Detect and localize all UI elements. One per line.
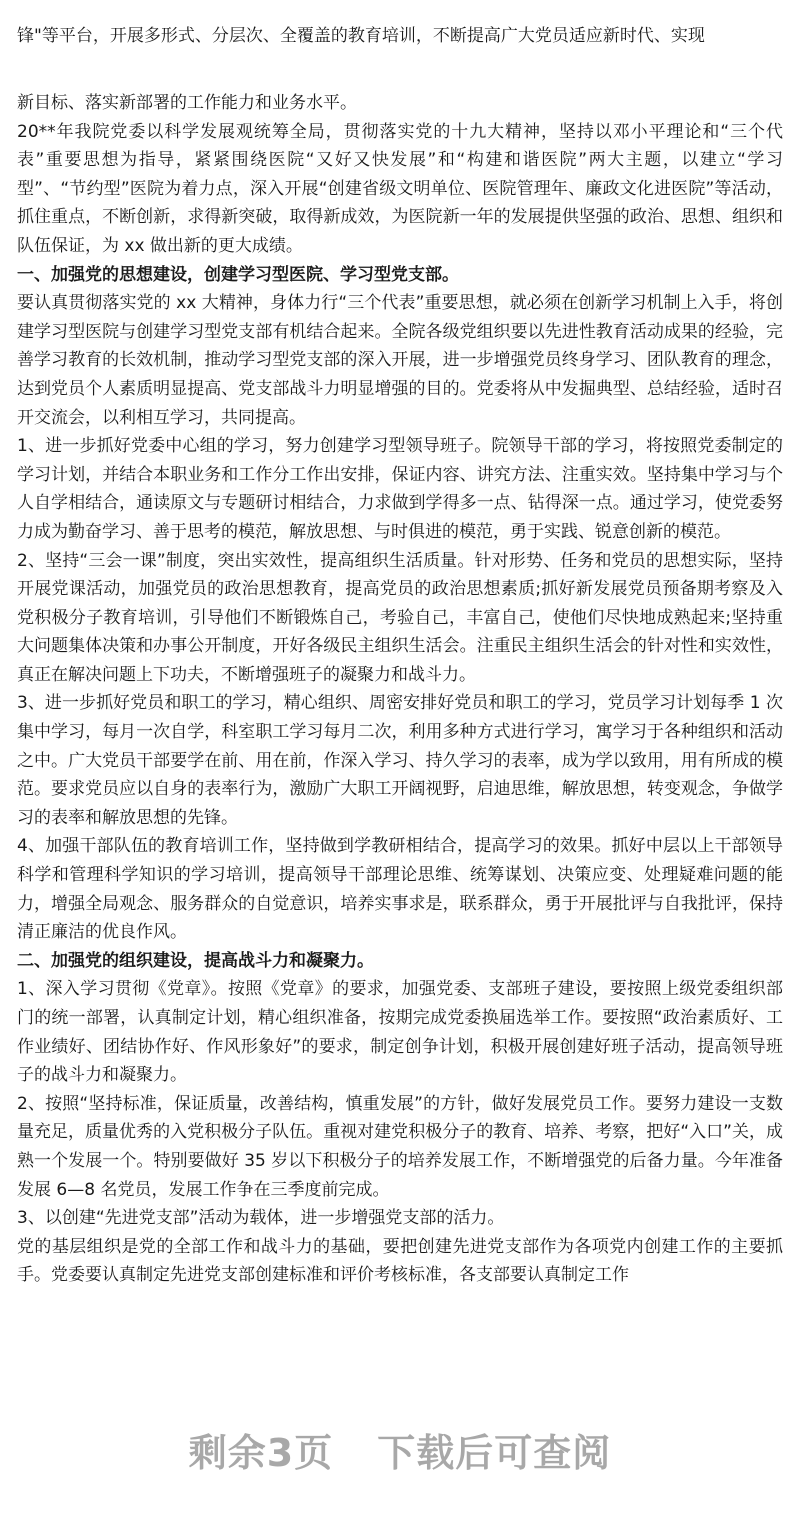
paragraph: 要认真贯彻落实党的 xx 大精神，身体力行“三个代表”重要思想，就必须在创新学习机制上入手，将创建学习型医院与创建学习型党支部有机结合起来。全院各级党组织要以先进性教育活动成果的经验，完善学习教育的长效机制，推动学习型党支部的深入开展，进一步增强党员终身学习、团队教育的理念，达到党员个人素质明显提高、党支部战斗力明显增强的目的。党委将从中发掘典型、总结经验，适时召开交流会，以利相互学习，共同提高。 [17, 293, 783, 428]
download-to-view-label[interactable]: 下载后可查阅 [377, 1431, 612, 1475]
paragraph: 党的基层组织是党的全部工作和战斗力的基础，要把创建先进党支部作为各项党内创建工作的主要抓手。党委要认真制定先进党支部创建标准和评价考核标准，各支部要认真制定工作 [17, 1236, 783, 1286]
download-prompt[interactable] [0, 1422, 800, 1477]
paragraph: 3、进一步抓好党员和职工的学习，精心组织、周密安排好党员和职工的学习，党员学习计划每季 1 次集中学习，每月一次自学，科室职工学习每月二次，利用多种方式进行学习，寓学习于各种组织和活动之中。广大党员干部要学在前、用在前，作深入学习、持久学习的表率，成为学以致用，用有所成的模范。要求党员应以自身的表率行为，激励广大职工开阔视野，启迪思维，解放思想，转变观念，争做学习的表率和解放思想的先锋。 [17, 693, 783, 828]
paragraph: 4、加强干部队伍的教育培训工作，坚持做到学教研相结合，提高学习的效果。抓好中层以上干部领导科学和管理科学知识的学习培训，提高领导干部理论思维、统筹谋划、决策应变、处理疑难问题的能力，增强全局观念、服务群众的自觉意识，培养实事求是，联系群众，勇于开展批评与自我批评，保持清正廉洁的优良作风。 [17, 836, 783, 943]
document-body [17, 89, 783, 1290]
paragraph: 2、坚持“三会一课”制度，突出实效性，提高组织生活质量。针对形势、任务和党员的思想实际，坚持开展党课活动，加强党员的政治思想教育，提高党员的政治思想素质;抓好新发展党员预备期考察及入党积极分子教育培训，引导他们不断锻炼自己，考验自己，丰富自己，使他们尽快地成熟起来;坚持重大问题集体决策和办事公开制度，开好各级民主组织生活会。注重民主组织生活会的针对性和实效性，真正在解决问题上下功夫，不断增强班子的凝聚力和战斗力。 [17, 550, 783, 685]
section-heading: 二、加强党的组织建设，提高战斗力和凝聚力。 [17, 950, 374, 971]
paragraph: 1、进一步抓好党委中心组的学习，努力创建学习型领导班子。院领导干部的学习，将按照党委制定的学习计划，并结合本职业务和工作分工作出安排，保证内容、讲究方法、注重实效。坚持集中学习与个人自学相结合，通读原文与专题研讨相结合，力求做到学得多一点、钻得深一点。通过学习，使党委努力成为勤奋学习、善于思考的模范，解放思想、与时俱进的模范，勇于实践、锐意创新的模范。 [17, 436, 783, 542]
paragraph: 新目标、落实新部署的工作能力和业务水平。 [17, 93, 357, 113]
section-heading: 一、加强党的思想建设，创建学习型医院、学习型党支部。 [17, 264, 459, 285]
paragraph: 3、以创建“先进党支部”活动为载体，进一步增强党支部的活力。 [17, 1208, 505, 1229]
clipped-text-fragment: 锋"等平台，开展多形式、分层次、全覆盖的教育培训，不断提高广大党员适应新时代、实现 [17, 26, 705, 46]
paragraph: 20**年我院党委以科学发展观统筹全局，贯彻落实党的十九大精神，坚持以邓小平理论和“三个代表”重要思想为指导，紧紧围绕医院“又好又快发展”和“构建和谐医院”两大主题，以建立“学习型”、“节约型”医院为着力点，深入开展“创建省级文明单位、医院管理年、廉政文化进医院”等活动，抓住重点，不断创新，求得新突破，取得新成效，为医院新一年的发展提供坚强的政治、思想、组织和队伍保证，为 xx 做出新的更大成绩。 [17, 121, 783, 256]
remaining-pages-label[interactable]: 剩余3页 [188, 1431, 334, 1475]
paragraph: 1、深入学习贯彻《党章》。按照《党章》的要求，加强党委、支部班子建设，要按照上级党委组织部门的统一部署，认真制定计划，精心组织准备，按期完成党委换届选举工作。要按照“政治素质好、工作业绩好、团结协作好、作风形象好”的要求，制定创争计划，积极开展创建好班子活动，提高领导班子的战斗力和凝聚力。 [17, 979, 783, 1086]
paragraph: 2、按照“坚持标准，保证质量，改善结构，慎重发展”的方针，做好发展党员工作。要努力建设一支数量充足，质量优秀的入党积极分子队伍。重视对建党积极分子的教育、培养、考察，把好“入口”关，成熟一个发展一个。特别要做好 35 岁以下积极分子的培养发展工作，不断增强党的后备力量。今年准备发展 6—8 名党员，发展工作争在三季度前完成。 [17, 1093, 783, 1200]
